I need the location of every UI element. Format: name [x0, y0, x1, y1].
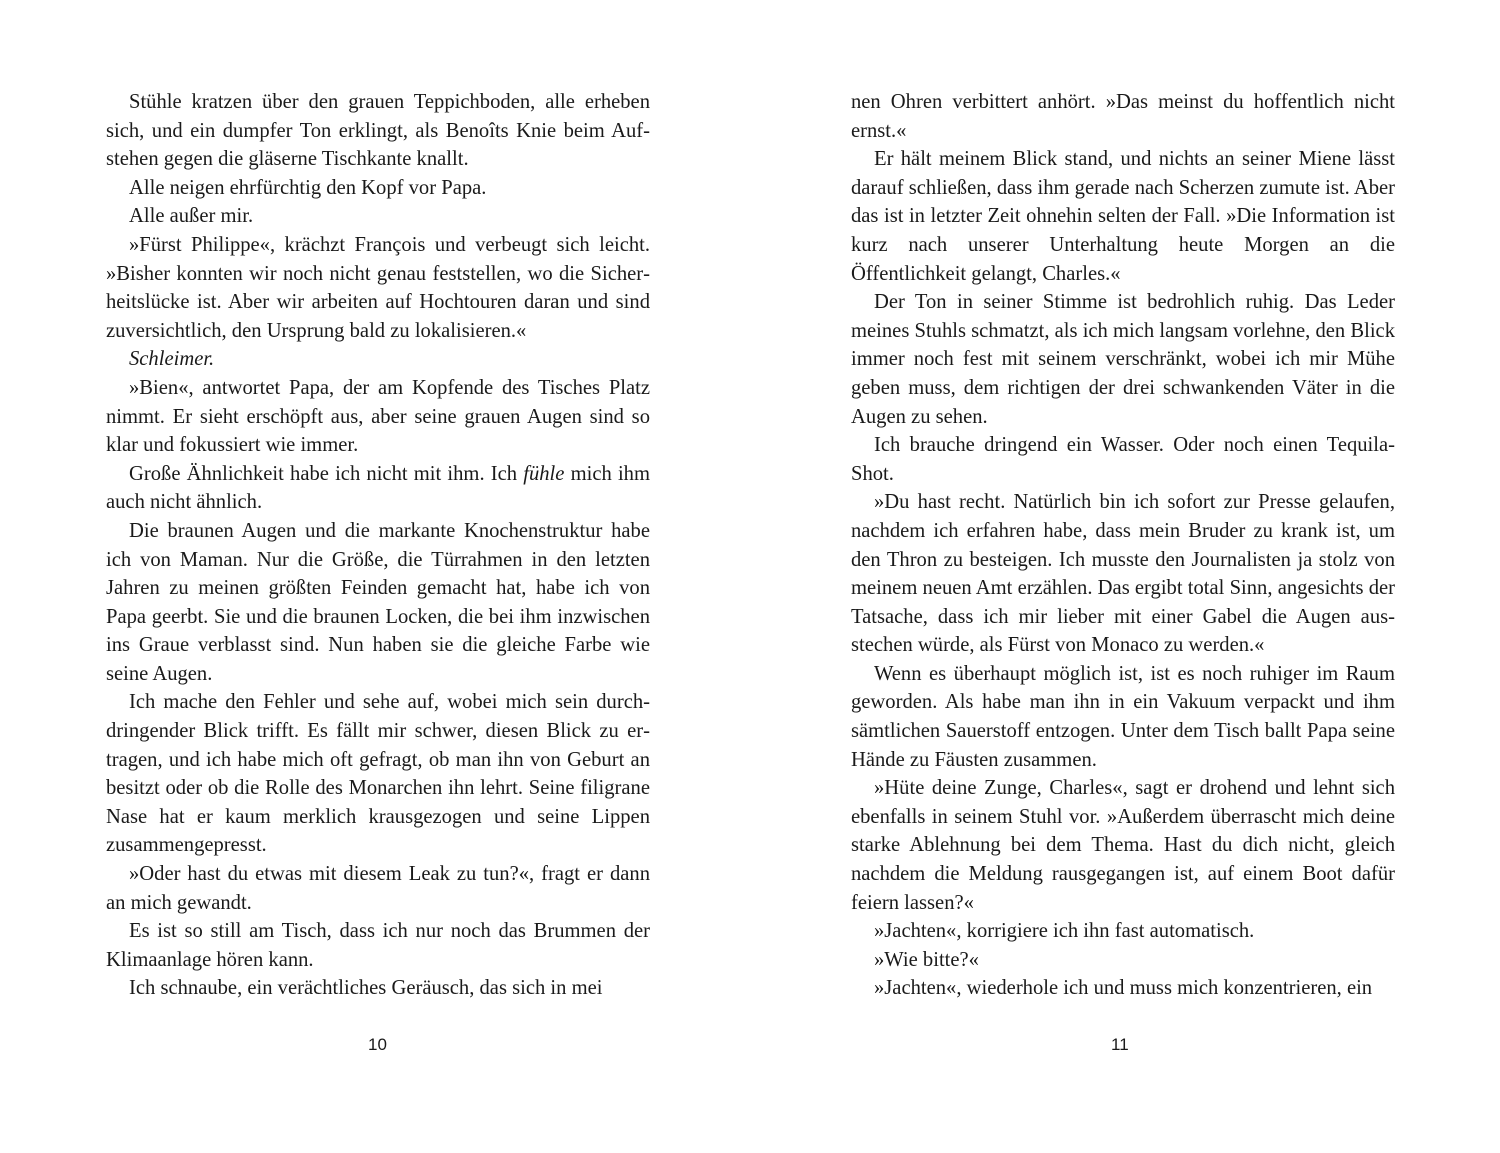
- paragraph: »Bien«, antwortet Papa, der am Kopfende des Tisches Platz nimmt. Er sieht erschöpft aus, aber seine grauen Augen sind so klar und fokussiert wie immer.: [106, 376, 650, 457]
- paragraph: Er hält meinem Blick stand, und nichts an seiner Miene lässt darauf schließen, dass ihm gerade nach Scherzen zumute ist. Aber das ist in letzter Zeit ohnehin selten der Fall. »Die Information ist kurz nach unserer Unterhaltung heute Morgen an die Öffentlichkeit gelangt, Charles.«: [851, 148, 1395, 285]
- paragraph: Ich mache den Fehler und sehe auf, wobei mich sein durchdringender Blick trifft. Es fällt mir schwer, diesen Blick zu ertragen, und ich habe mich oft gefragt, ob man ihn von Geburt an besitzt oder ob die Rolle des Monarchen ihn lehrt. Seine filigrane Nase hat er kaum merklich krausgezogen und seine Lippen zusammengepresst.: [106, 691, 650, 857]
- emphasized-word: fühle: [523, 462, 565, 485]
- paragraph: »Oder hast du etwas mit diesem Leak zu tun?«, fragt er dann an mich gewandt.: [106, 863, 650, 914]
- page-number-right: 11: [1111, 1035, 1129, 1054]
- paragraph: »Du hast recht. Natürlich bin ich sofort zur Presse gelaufen, nachdem ich erfahren habe, dass mein Bruder zu krank ist, um den Thron zu besteigen. Ich musste den Journalisten ja stolz von meinem neuen Amt erzählen. Das ergibt total Sinn, angesichts der Tatsache, dass ich mir lieber mit einer Gabel die Augen ausstechen würde, als Fürst von Monaco zu werden.«: [851, 491, 1395, 657]
- paragraph: Es ist so still am Tisch, dass ich nur noch das Brummen der Klimaanlage hören kann.: [106, 920, 650, 971]
- paragraph: »Jachten«, wiederhole ich und muss mich konzentrieren, ein: [874, 977, 1373, 1000]
- paragraph: Ich brauche dringend ein Wasser. Oder noch einen Tequila-Shot.: [851, 434, 1395, 485]
- paragraph: Der Ton in seiner Stimme ist bedrohlich ruhig. Das Leder meines Stuhls schmatzt, als ich mich langsam vorlehne, den Blick immer noch fest mit seinem verschränkt, wobei ich mir Mühe geben muss, dem richtigen der drei schwankenden Väter in die Augen zu sehen.: [851, 291, 1395, 428]
- paragraph: Schleimer.: [129, 348, 215, 371]
- paragraph: »Wie bitte?«: [874, 948, 979, 971]
- paragraph: Ich schnaube, ein verächtliches Geräusch, das sich in mei: [129, 977, 603, 1000]
- right-page: [851, 88, 1395, 1003]
- paragraph: »Jachten«, korrigiere ich ihn fast automatisch.: [874, 920, 1255, 943]
- left-page: [106, 88, 650, 1003]
- page-number-left: 10: [368, 1035, 387, 1054]
- paragraph: Wenn es überhaupt möglich ist, ist es noch ruhiger im Raum geworden. Als habe man ihn in ein Vakuum verpackt und ihm sämtlichen Sauerstoff entzogen. Unter dem Tisch ballt Papa seine Hände zu Fäusten zusammen.: [851, 662, 1395, 771]
- paragraph: nen Ohren verbittert anhört. »Das meinst du hoffentlich nicht ernst.«: [851, 91, 1395, 142]
- paragraph: Alle neigen ehrfürchtig den Kopf vor Papa.: [129, 176, 487, 199]
- paragraph: Stühle kratzen über den grauen Teppichboden, alle erheben sich, und ein dumpfer Ton erklingt, als Benoîts Knie beim Aufstehen gegen die gläserne Tischkante knallt.: [106, 91, 650, 171]
- paragraph: »Hüte deine Zunge, Charles«, sagt er drohend und lehnt sich ebenfalls in seinem Stuhl vor. »Außerdem überrascht mich deine starke Ablehnung bei dem Thema. Hast du dich nicht, gleich nachdem die Meldung rausgegangen ist, auf einem Boot dafür feiern lassen?«: [851, 777, 1395, 914]
- paragraph: Die braunen Augen und die markante Knochenstruktur habe ich von Maman. Nur die Größe, die Türrahmen in den letzten Jahren zu meinen größten Feinden gemacht hat, habe ich von Papa geerbt. Sie und die braunen Locken, die bei ihm inzwischen ins Graue verblasst sind. Nun haben sie die gleiche Farbe wie seine Augen.: [106, 519, 650, 685]
- paragraph: »Fürst Philippe«, krächzt François und verbeugt sich leicht. »Bisher konnten wir noch nicht genau feststellen, wo die Sicherheitslücke ist. Aber wir arbeiten auf Hochtouren daran und sind zuversichtlich, den Ursprung bald zu lokalisieren.«: [106, 233, 650, 342]
- paragraph: Alle außer mir.: [129, 205, 254, 228]
- paragraph-with-emphasis: Große Ähnlichkeit habe ich nicht mit ihm. Ich fühle mich ihm auch nicht ähnlich.: [106, 462, 650, 514]
